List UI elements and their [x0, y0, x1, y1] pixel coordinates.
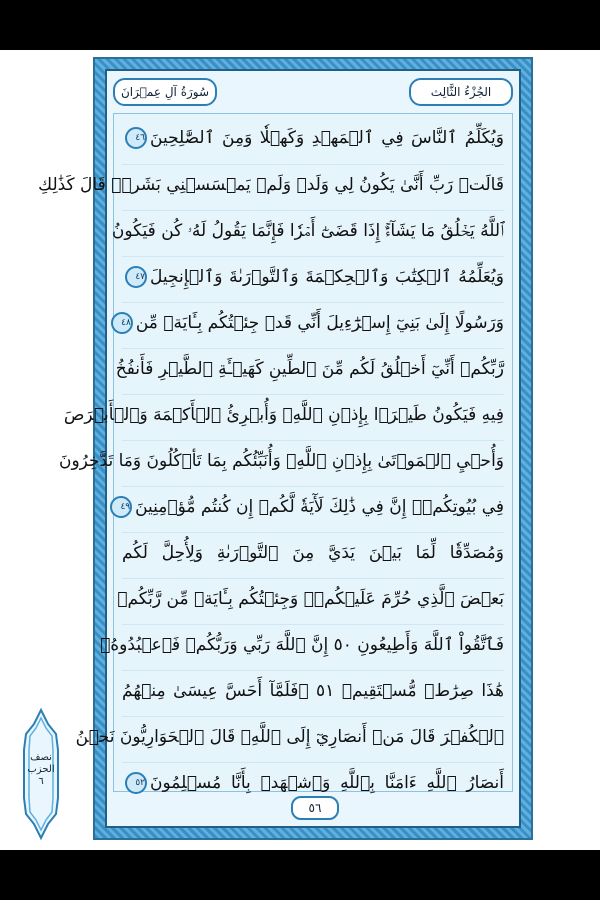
verse-text: فَٱتَّقُواْ ٱللَّهَ وَأَطِيعُونِ ٥٠ إِنَّ ٱللَّهَ رَبِّي وَرَبُّكُمۡ فَٱعۡبُدُوهُۚ: [100, 635, 504, 655]
verse-text: أَنصَارُ ٱللَّهِ ءَامَنَّا بِٱللَّهِ وَٱشۡهَدۡ بِأَنَّا مُسۡلِمُونَ: [150, 773, 504, 793]
verse-line: [111, 210, 504, 251]
verse-text: وَأُحۡيِ ٱلۡمَوۡتَىٰ بِإِذۡنِ ٱللَّهِۖ وَأُنَبِّئُكُم بِمَا تَأۡكُلُونَ وَمَا تَدَّخِرُونَ: [58, 451, 504, 471]
page-number-label: ٥٦: [308, 801, 322, 815]
verse-text: قَالَتۡ رَبِّ أَنَّىٰ يَكُونُ لِي وَلَدٞ وَلَمۡ يَمۡسَسۡنِي بَشَرٞۖ قَالَ كَذَٰلِكِ: [38, 175, 504, 195]
verse-text: وَيُكَلِّمُ ٱلنَّاسَ فِي ٱلۡمَهۡدِ وَكَهۡلٗا وَمِنَ ٱلصَّٰلِحِينَ: [150, 128, 504, 148]
ayah-number-marker: ٤٧: [125, 266, 147, 288]
verse-line: [122, 256, 504, 297]
verse-line: [115, 348, 504, 389]
verse-line: [100, 624, 504, 665]
juz-title-box: [409, 78, 513, 106]
hizb-label: [18, 752, 64, 788]
verse-text: ٱللَّهُ يَخۡلُقُ مَا يَشَآءُۚ إِذَا قَضَىٰٓ أَمۡرٗا فَإِنَّمَا يَقُولُ لَهُۥ كُن فَيَكُونُ: [111, 221, 504, 241]
verse-line: [122, 486, 504, 527]
verse-line: [122, 302, 504, 343]
verse-line: [63, 394, 504, 435]
ayah-number-marker: ٤٩: [110, 496, 132, 518]
juz-title: الجُزْءُ الثَّالِث: [430, 85, 492, 99]
surah-title-box: [113, 78, 217, 106]
page-number: [291, 796, 339, 820]
verse-text: بَعۡضَ ٱلَّذِي حُرِّمَ عَلَيۡكُمۡۚ وَجِئۡتُكُم بِـَٔايَةٖ مِّن رَّبِّكُمۡ: [117, 589, 504, 609]
ayah-number-marker: ٥٢: [125, 772, 147, 794]
verse-text: فِيهِ فَيَكُونُ طَيۡرَۢا بِإِذۡنِ ٱللَّهِۖ وَأُبۡرِئُ ٱلۡأَكۡمَهَ وَٱلۡأَبۡرَصَ: [63, 405, 504, 425]
verse-line: [58, 440, 504, 481]
verse-text: ٱلۡكُفۡرَ قَالَ مَنۡ أَنصَارِيٓ إِلَى ٱللَّهِۖ قَالَ ٱلۡحَوَارِيُّونَ نَحۡنُ: [75, 727, 504, 747]
verse-text: رَّبِّكُمۡ أَنِّيٓ أَخۡلُقُ لَكُم مِّنَ ٱلطِّينِ كَهَيۡـَٔةِ ٱلطَّيۡرِ فَأَنفُخُ: [115, 359, 504, 379]
verse-text: وَيُعَلِّمُهُ ٱلۡكِتَٰبَ وَٱلۡحِكۡمَةَ وَٱلتَّوۡرَىٰةَ وَٱلۡإِنجِيلَ: [150, 267, 504, 287]
verse-line: [75, 716, 504, 757]
hizb-label-line1: نصف: [30, 752, 52, 763]
verse-line: [117, 578, 504, 619]
hizb-marker: [18, 710, 64, 838]
verse-line: [38, 164, 504, 205]
verse-text: فِي بُيُوتِكُمۡۚ إِنَّ فِي ذَٰلِكَ لَأٓيَةٗ لَّكُمۡ إِن كُنتُم مُّؤۡمِنِينَ: [135, 497, 504, 517]
verse-line: [122, 118, 504, 158]
mushaf-page: [0, 50, 600, 850]
ayah-number-marker: ٤٦: [125, 127, 147, 149]
surah-title: سُورَةُ آلِ عِمۡرَانَ: [120, 85, 210, 99]
page-header: [113, 77, 513, 107]
hizb-label-line3: ٦: [38, 776, 44, 787]
verse-line: [122, 670, 504, 711]
hizb-label-line2: الحزب: [27, 764, 55, 775]
verse-text: هَٰذَا صِرَٰطٞ مُّسۡتَقِيمٞ ٥١ ۞فَلَمَّآ أَحَسَّ عِيسَىٰ مِنۡهُمُ: [122, 681, 504, 701]
verse-text: وَرَسُولًا إِلَىٰ بَنِيٓ إِسۡرَٰٓءِيلَ أَنِّي قَدۡ جِئۡتُكُم بِـَٔايَةٖ مِّن: [135, 313, 504, 333]
verse-text: وَمُصَدِّقٗا لِّمَا بَيۡنَ يَدَيَّ مِنَ ٱلتَّوۡرَىٰةِ وَلِأُحِلَّ لَكُم: [122, 543, 504, 563]
verse-line: [122, 532, 504, 573]
ayah-number-marker: ٤٨: [111, 312, 133, 334]
